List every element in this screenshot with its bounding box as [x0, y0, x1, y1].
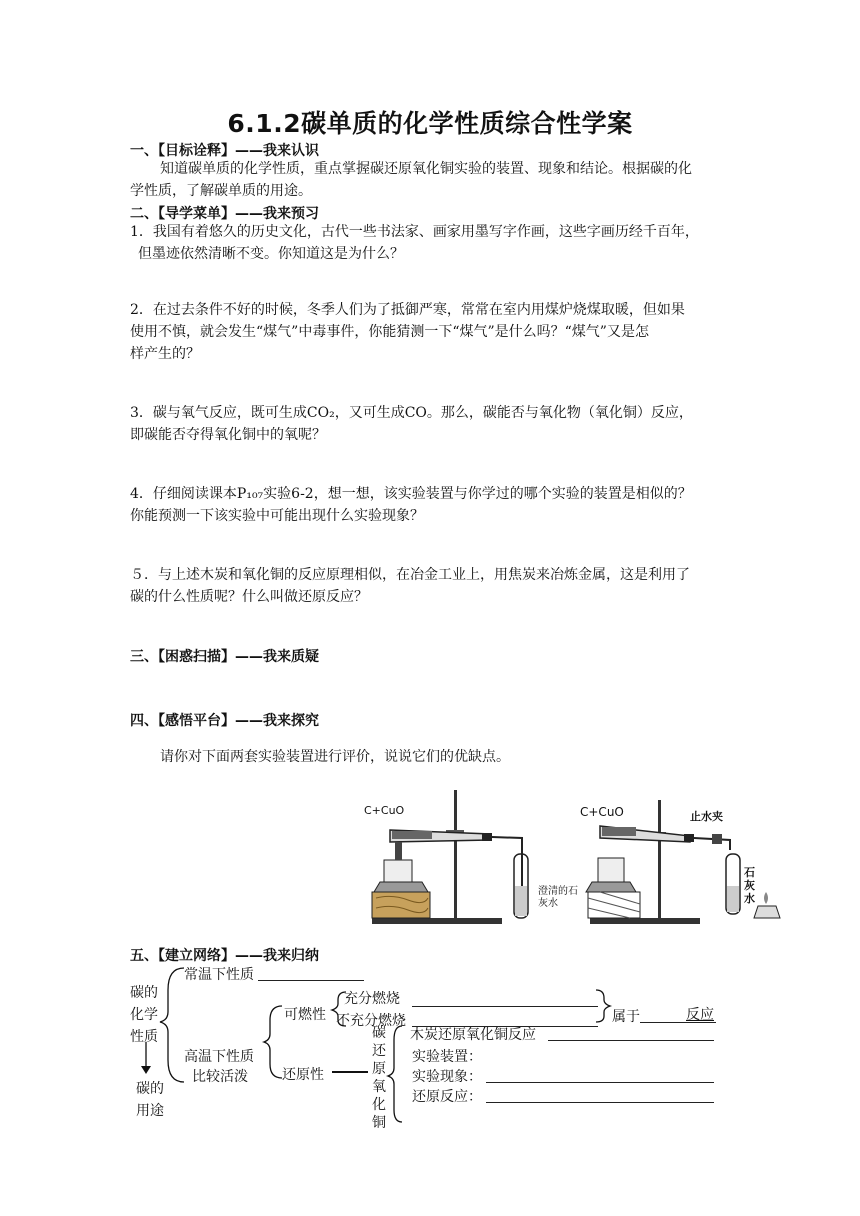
- question-3-line-2: 即碳能否夺得氧化铜中的氧呢？: [130, 427, 326, 443]
- question-1-line-1: 1．我国有着悠久的历史文化，古代一些书法家、画家用墨写字作画，这些字画历经千百年，: [130, 224, 699, 240]
- reaction-label: 反应: [686, 1007, 714, 1023]
- partial-burn-label: 不充分燃烧: [336, 1013, 406, 1029]
- figure-2-limewater-label: 石灰水: [744, 866, 755, 905]
- figure-2-clamp-label: 止水夹: [690, 810, 723, 823]
- reduction-blank[interactable]: [486, 1102, 714, 1103]
- room-temp-label: 常温下性质: [184, 967, 254, 983]
- section-3-heading: 三、【困惑扫描】——我来质疑: [130, 649, 319, 665]
- question-2-line-2: 使用不慎，就会发生“煤气”中毒事件，你能猜测一下“煤气”是什么吗？“煤气”又是怎: [130, 324, 649, 340]
- question-2-line-1: 2．在过去条件不好的时候，冬季人们为了抵御严寒，常常在室内用煤炉烧煤取暖，但如果: [130, 302, 685, 318]
- belongs-label: 属于: [612, 1009, 640, 1025]
- apparatus-label: 实验装置：: [412, 1049, 482, 1065]
- high-temp-label-2: 比较活泼: [192, 1069, 248, 1085]
- section-4-text: 请你对下面两套实验装置进行评价，说说它们的优缺点。: [160, 749, 510, 765]
- section-1-text-2: 学性质，了解碳单质的用途。: [130, 183, 312, 199]
- section-1-text-1: 知道碳单质的化学性质，重点掌握碳还原氧化铜实验的装置、现象和结论。根据碳的化: [160, 161, 692, 177]
- apparatus-figure-1: [362, 790, 578, 930]
- cuo-reaction-blank[interactable]: [548, 1040, 714, 1041]
- figure-1-reactants-label: C+CuO: [364, 804, 405, 817]
- question-3-line-1: 3．碳与氧气反应，既可生成CO₂，又可生成CO。那么，碳能否与氧化物（氧化铜）反应，: [130, 405, 693, 421]
- question-5-line-1: ５．与上述木炭和氧化铜的反应原理相似，在冶金工业上，用焦炭来冶炼金属，这是利用了: [130, 567, 690, 583]
- uses-label: 碳的用途: [136, 1081, 164, 1119]
- section-4-heading: 四、【感悟平台】——我来探究: [130, 713, 319, 729]
- reducing-label: 还原性: [282, 1067, 324, 1083]
- room-temp-blank[interactable]: [258, 980, 364, 981]
- vertical-cuo-label: 碳还原氧化铜: [372, 1025, 386, 1131]
- high-temp-label-1: 高温下性质: [184, 1049, 254, 1065]
- apparatus-figure-2: [580, 794, 790, 930]
- question-2-line-3: 样产生的？: [130, 346, 200, 362]
- page-title: 6.1.2碳单质的化学性质综合性学案: [227, 109, 633, 138]
- concept-map: [128, 960, 748, 1130]
- question-5-line-2: 碳的什么性质呢？什么叫做还原反应？: [130, 589, 368, 605]
- phenomenon-blank[interactable]: [486, 1082, 714, 1083]
- section-1-heading: 一、【目标诠释】——我来认识: [130, 143, 319, 159]
- figure-1-limewater-label: 澄清的石灰水: [538, 886, 578, 909]
- phenomenon-label: 实验现象：: [412, 1069, 482, 1085]
- question-4-line-1: 4．仔细阅读课本P₁₀₇实验6-2，想一想，该实验装置与你学过的哪个实验的装置是相似的？: [130, 486, 692, 502]
- full-burn-blank[interactable]: [412, 1006, 598, 1007]
- full-burn-label: 充分燃烧: [344, 991, 400, 1007]
- root-label: 碳的化学性质: [130, 985, 158, 1045]
- question-4-line-2: 你能预测一下该实验中可能出现什么实验现象？: [130, 508, 424, 524]
- section-2-heading: 二、【导学菜单】——我来预习: [130, 206, 319, 222]
- cuo-reaction-label: 木炭还原氧化铜反应: [410, 1027, 536, 1043]
- section-5-heading: 五、【建立网络】——我来归纳: [130, 948, 319, 964]
- question-1-line-2: 但墨迹依然清晰不变。你知道这是为什么？: [138, 246, 404, 262]
- reduction-label: 还原反应：: [412, 1089, 482, 1105]
- figure-2-reactants-label: C+CuO: [580, 805, 624, 819]
- flammable-label: 可燃性: [284, 1007, 326, 1023]
